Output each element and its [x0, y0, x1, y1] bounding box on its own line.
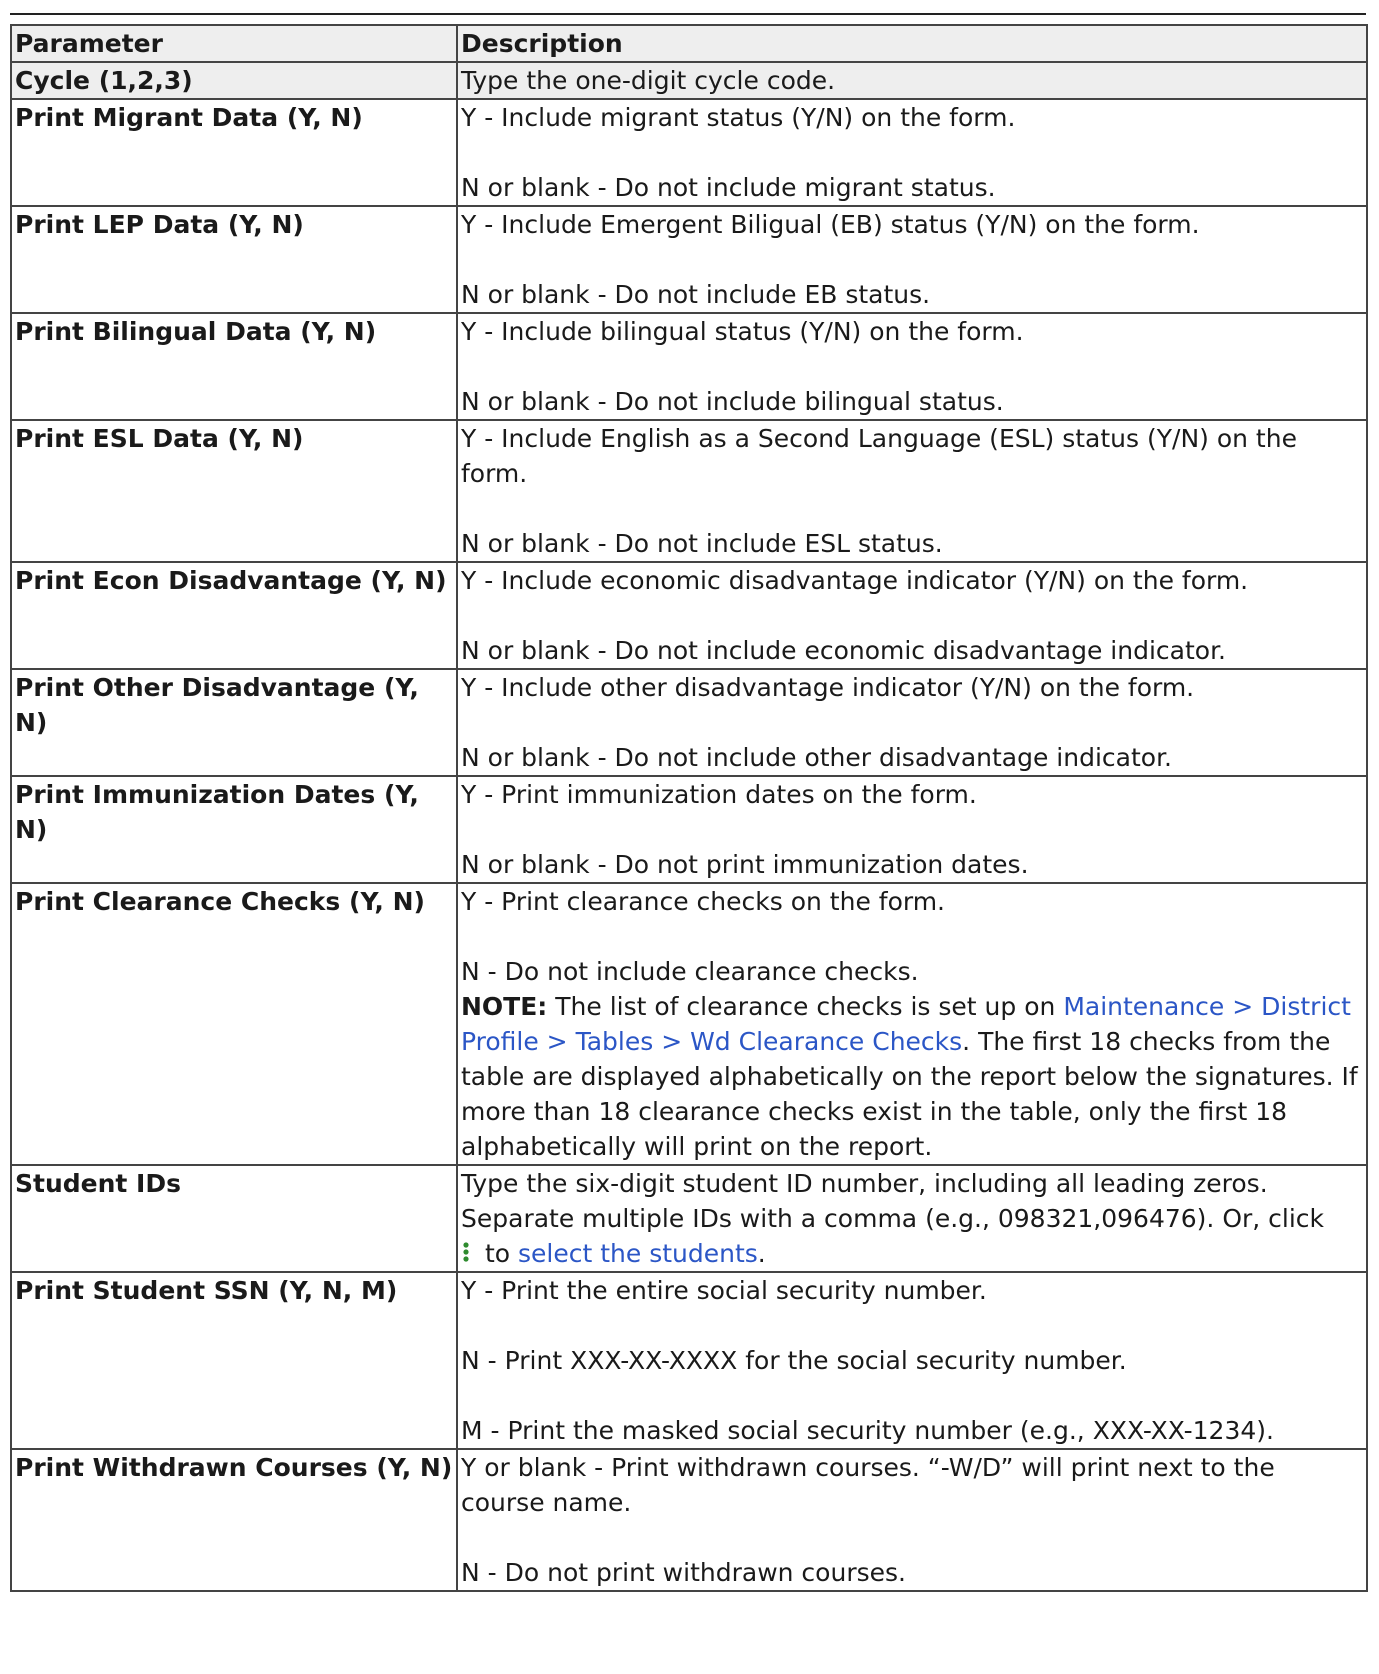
description-line: Y - Include economic disadvantage indicator (Y/N) on the form.: [461, 566, 1249, 595]
table-row: [11, 99, 1367, 206]
parameter-description: [457, 1449, 1367, 1591]
top-rule: [10, 13, 1366, 15]
parameter-description: [457, 420, 1367, 562]
description-line: Y or blank - Print withdrawn courses. “-W/D” will print next to the course name.: [461, 1453, 1275, 1517]
table-row: [11, 883, 1367, 1165]
parameter-description: [457, 62, 1367, 99]
student-ids-text: to: [477, 1239, 518, 1268]
description-line: N or blank - Do not include other disadvantage indicator.: [461, 743, 1172, 772]
table-row: [11, 669, 1367, 776]
description-line: N or blank - Do not include economic disadvantage indicator.: [461, 636, 1227, 665]
note-label: NOTE:: [461, 992, 548, 1021]
parameter-table: [10, 24, 1368, 1592]
table-row: [11, 1272, 1367, 1449]
note-text: The list of clearance checks is set up on: [547, 992, 1064, 1021]
student-ids-text: .: [757, 1239, 766, 1268]
parameter-name: Print Other Disadvantage (Y, N): [11, 669, 457, 776]
parameter-name: Print ESL Data (Y, N): [11, 420, 457, 562]
parameter-description: [457, 669, 1367, 776]
parameter-description: [457, 776, 1367, 883]
parameter-description: [457, 883, 1367, 1165]
table-header-row: [11, 25, 1367, 62]
table-row: [11, 562, 1367, 669]
description-line: Y - Include Emergent Biligual (EB) status (Y/N) on the form.: [461, 210, 1200, 239]
description-line: N or blank - Do not include EB status.: [461, 280, 931, 309]
parameter-name: Cycle (1,2,3): [11, 62, 457, 99]
parameter-description: [457, 206, 1367, 313]
description-line: Y - Include other disadvantage indicator (Y/N) on the form.: [461, 673, 1195, 702]
table-row: [11, 313, 1367, 420]
description-column-header: Description: [457, 25, 1367, 62]
description-line: Y - Print immunization dates on the form.: [461, 780, 977, 809]
description-line: N or blank - Do not include ESL status.: [461, 529, 943, 558]
description-line: Y - Print the entire social security number.: [461, 1276, 987, 1305]
table-row: [11, 1449, 1367, 1591]
description-line: Y - Include bilingual status (Y/N) on the form.: [461, 317, 1024, 346]
parameter-name: Print Migrant Data (Y, N): [11, 99, 457, 206]
parameter-name: Print Bilingual Data (Y, N): [11, 313, 457, 420]
description-line: Y - Print clearance checks on the form.: [461, 887, 946, 916]
description-line: Type the one-digit cycle code.: [461, 66, 836, 95]
description-line: N - Do not print withdrawn courses.: [461, 1558, 906, 1587]
table-row: [11, 1165, 1367, 1272]
parameter-description: [457, 1272, 1367, 1449]
table-row: [11, 62, 1367, 99]
parameter-name: Print Student SSN (Y, N, M): [11, 1272, 457, 1449]
description-line: N or blank - Do not include migrant status.: [461, 173, 996, 202]
parameter-description: [457, 99, 1367, 206]
description-line: Y - Include English as a Second Language (ESL) status (Y/N) on the form.: [461, 424, 1297, 488]
parameter-name: Print Econ Disadvantage (Y, N): [11, 562, 457, 669]
parameter-name: Student IDs: [11, 1165, 457, 1272]
parameter-description: [457, 562, 1367, 669]
description-line: N or blank - Do not include bilingual status.: [461, 387, 1004, 416]
description-line: N or blank - Do not print immunization dates.: [461, 850, 1029, 879]
description-line: M - Print the masked social security number (e.g., XXX-XX-1234).: [461, 1416, 1274, 1445]
clearance-note: [461, 989, 1363, 1164]
parameter-column-header: Parameter: [11, 25, 457, 62]
note-text: . The first 18 checks from the table are displayed alphabetically on the report below the signatures. If more than 18 clearance checks exist in the table, only the first 18 alphabetically will print on the report.: [461, 1027, 1358, 1161]
table-row: [11, 206, 1367, 313]
kebab-menu-icon[interactable]: [461, 1238, 477, 1262]
wd-clearance-checks-link[interactable]: Maintenance > District Profile > Tables > Wd Clearance Checks: [461, 992, 1351, 1056]
parameter-name: Print Immunization Dates (Y, N): [11, 776, 457, 883]
parameter-description: [457, 313, 1367, 420]
description-line: N - Print XXX-XX-XXXX for the social security number.: [461, 1346, 1127, 1375]
description-line: N - Do not include clearance checks.: [461, 957, 919, 986]
parameter-description: [457, 1165, 1367, 1272]
parameter-name: Print LEP Data (Y, N): [11, 206, 457, 313]
description-line: Y - Include migrant status (Y/N) on the form.: [461, 103, 1016, 132]
table-row: [11, 420, 1367, 562]
student-ids-text: Type the six-digit student ID number, including all leading zeros. Separate multiple IDs with a comma (e.g., 098321,096476). Or, click: [461, 1169, 1325, 1233]
parameter-name: Print Clearance Checks (Y, N): [11, 883, 457, 1165]
table-row: [11, 776, 1367, 883]
select-students-link[interactable]: select the students: [518, 1239, 758, 1268]
parameter-name: Print Withdrawn Courses (Y, N): [11, 1449, 457, 1591]
